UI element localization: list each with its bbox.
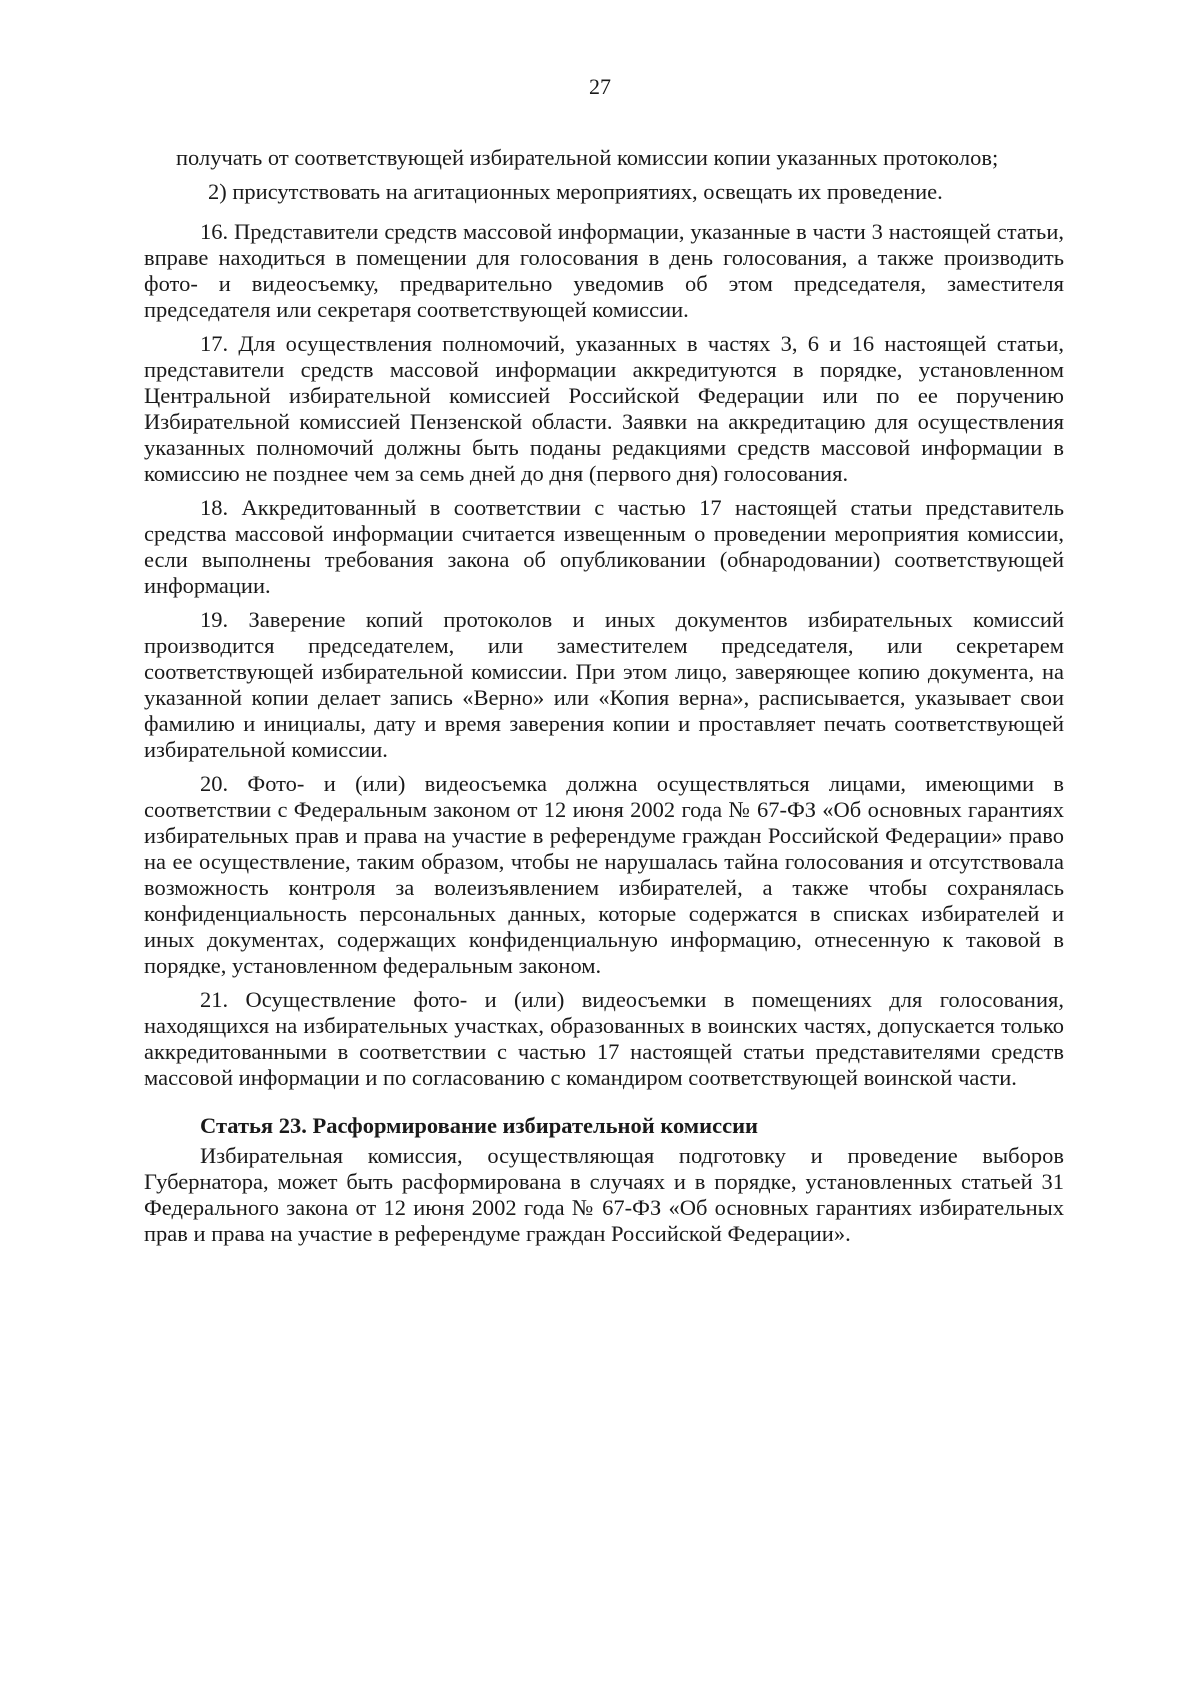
- paragraph-16: 16. Представители средств массовой информации, указанные в части 3 настоящей статьи, вправе находиться в помещении для голосования в день голосования, а также производить фото- и видеосъемку, предварительно уведомив об этом председателя, заместителя председателя или секретаря соответствующей комиссии.: [144, 219, 1064, 322]
- article-23-heading: Статья 23. Расформирование избирательной комиссии: [200, 1113, 758, 1138]
- paragraph-21: 21. Осуществление фото- и (или) видеосъемки в помещениях для голосования, находящихся на избирательных участках, образованных в воинских частях, допускается только аккредитованными в соответствии с частью 17 настоящей статьи представителями средств массовой информации и по согласованию с командиром соответствующей воинской части.: [144, 987, 1064, 1090]
- paragraph-continuation: получать от соответствующей избирательной комиссии копии указанных протоколов;: [176, 145, 999, 170]
- article-23-text: Избирательная комиссия, осуществляющая подготовку и проведение выборов Губернатора, может быть расформирована в случаях и в порядке, установленных статьей 31 Федерального закона от 12 июня 2002 года № 67-ФЗ «Об основных гарантиях избирательных прав и права на участие в референдуме граждан Российской Федерации».: [144, 1143, 1064, 1246]
- paragraph-17: 17. Для осуществления полномочий, указанных в частях 3, 6 и 16 настоящей статьи, представители средств массовой информации аккредитуются в порядке, установленном Центральной избирательной комиссией Российской Федерации или по ее поручению Избирательной комиссией Пензенской области. Заявки на аккредитацию для осуществления указанных полномочий должны быть поданы редакциями средств массовой информации в комиссию не позднее чем за семь дней до дня (первого дня) голосования.: [144, 331, 1064, 486]
- page-number: 27: [589, 74, 611, 99]
- list-item-2: 2) присутствовать на агитационных мероприятиях, освещать их проведение.: [208, 179, 943, 204]
- paragraph-18: 18. Аккредитованный в соответствии с частью 17 настоящей статьи представитель средства массовой информации считается извещенным о проведении мероприятия комиссии, если выполнены требования закона об опубликовании (обнародовании) соответствующей информации.: [144, 495, 1064, 598]
- paragraph-19: 19. Заверение копий протоколов и иных документов избирательных комиссий производится председателем, или заместителем председателя, или секретарем соответствующей избирательной комиссии. При этом лицо, заверяющее копию документа, на указанной копии делает запись «Верно» или «Копия верна», расписывается, указывает свои фамилию и инициалы, дату и время заверения копии и проставляет печать соответствующей избирательной комиссии.: [144, 607, 1064, 762]
- document-body: [144, 145, 1064, 1255]
- paragraph-20: 20. Фото- и (или) видеосъемка должна осуществляться лицами, имеющими в соответствии с Федеральным законом от 12 июня 2002 года № 67-ФЗ «Об основных гарантиях избирательных прав и права на участие в референдуме граждан Российской Федерации» право на ее осуществление, таким образом, чтобы не нарушалась тайна голосования и отсутствовала возможность контроля за волеизъявлением избирателей, а также чтобы сохранялась конфиденциальность персональных данных, которые содержатся в списках избирателей и иных документах, содержащих конфиденциальную информацию, отнесенную к таковой в порядке, установленном федеральным законом.: [144, 771, 1064, 978]
